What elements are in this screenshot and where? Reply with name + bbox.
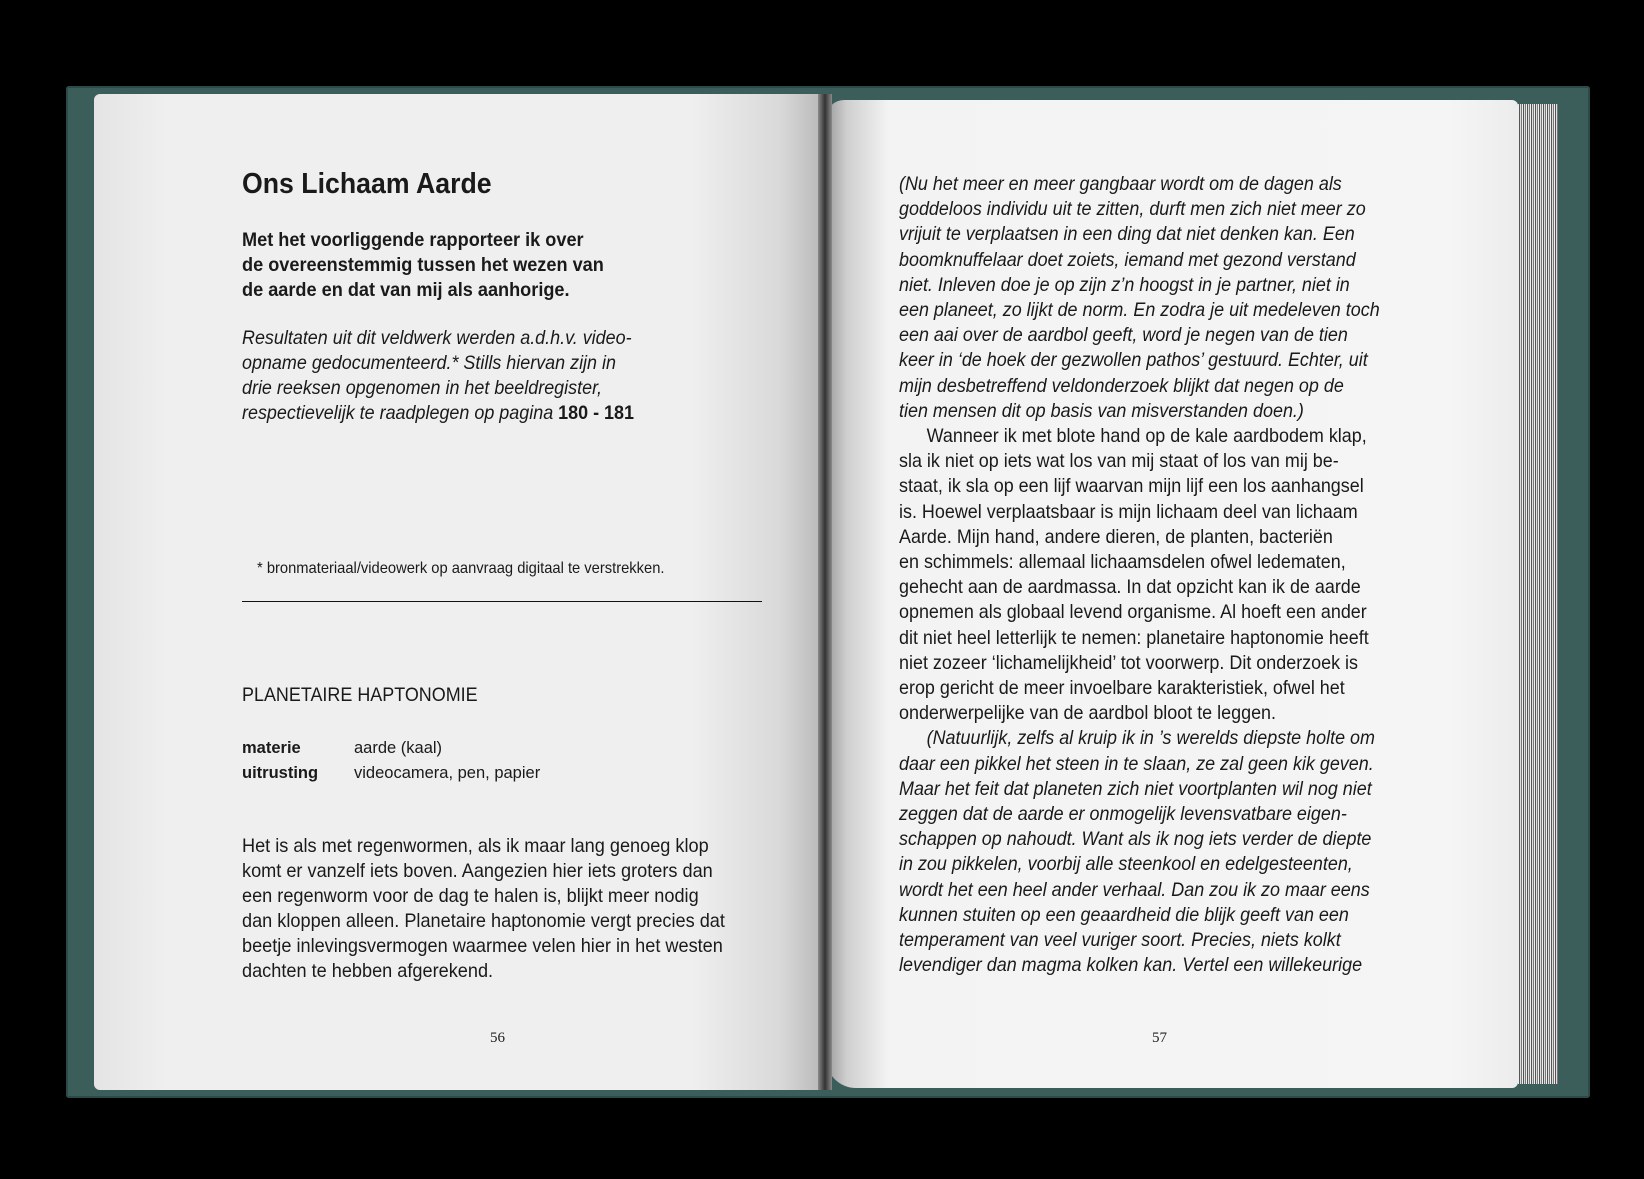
text-line: sla ik niet op iets wat los van mij staat of los van mij be-: [899, 450, 1339, 473]
page-number-right: 57: [1152, 1030, 1167, 1046]
intro-line: de overeenstemmig tussen het wezen van: [242, 254, 604, 276]
text-line: dan kloppen alleen. Planetaire haptonomie vergt precies dat: [242, 910, 725, 932]
text-line: opnemen als globaal levend organisme. Al hoeft een ander: [899, 601, 1367, 624]
text-line: keer in ‘de hoek der gezwollen pathos’ gestuurd. Echter, uit: [899, 349, 1368, 372]
right-body-text: [899, 172, 1380, 979]
metadata-label: materie: [242, 739, 301, 757]
text-line: komt er vanzelf iets boven. Aangezien hier iets groters dan: [242, 860, 713, 882]
chapter-title: Ons Lichaam Aarde: [242, 168, 492, 200]
text-line: Het is als met regenwormen, als ik maar lang genoeg klop: [242, 835, 709, 857]
metadata-row: [242, 736, 540, 761]
text-line: boomknuffelaar doet zoiets, iemand met gezond verstand: [899, 248, 1356, 271]
metadata-value: aarde (kaal): [354, 739, 443, 757]
text-line: in zou pikkelen, voorbij alle steenkool en edelgesteenten,: [899, 853, 1353, 876]
text-line: temperament van veel vuriger soort. Precies, niets kolkt: [899, 929, 1341, 952]
text-line: een planeet, zo lijkt de norm. En zodra je uit medeleven toch: [899, 299, 1380, 322]
text-line: vrijuit te verplaatsen in een ding dat niet denken kan. Een: [899, 223, 1355, 246]
note-page-reference: 180 - 181: [558, 402, 634, 424]
text-line: (Nu het meer en meer gangbaar wordt om de dagen als: [899, 173, 1342, 195]
text-line: onderwerpelijke van de aardbol bloot te leggen.: [899, 702, 1277, 725]
footnote: * bronmateriaal/videowerk op aanvraag digitaal te verstrekken.: [257, 560, 665, 577]
note-line: [242, 401, 634, 426]
text-line: goddeloos individu uit te zitten, durft men zich niet meer zo: [899, 198, 1366, 221]
text-line: dit niet heel letterlijk te nemen: planetaire haptonomie heeft: [899, 626, 1369, 649]
text-line: staat, ik sla op een lijf waarvan mijn lijf een los aanhangsel: [899, 475, 1364, 498]
text-line: dachten te hebben afgerekend.: [242, 960, 494, 982]
metadata-row: [242, 761, 540, 786]
text-line: Maar het feit dat planeten zich niet voortplanten wil nog niet: [899, 777, 1372, 800]
page-edges: [1512, 104, 1558, 1084]
text-line: mijn desbetreffend veldonderzoek blijkt dat negen op de: [899, 374, 1344, 397]
left-body-text: [242, 834, 725, 984]
text-line: levendiger dan magma kolken kan. Vertel een willekeurige: [899, 954, 1363, 977]
text-line: en schimmels: allemaal lichaamsdelen ofwel ledematen,: [899, 551, 1346, 574]
text-line: is. Hoewel verplaatsbaar is mijn lichaam deel van lichaam: [899, 500, 1358, 523]
metadata-list: [242, 736, 540, 786]
text-line: wordt het een heel ander verhaal. Dan zou ik zo maar eens: [899, 878, 1370, 901]
metadata-label: uitrusting: [242, 764, 319, 782]
text-line: Aarde. Mijn hand, andere dieren, de planten, bacteriën: [899, 525, 1333, 548]
text-line: kunnen stuiten op een geaardheid die blijk geeft van een: [899, 903, 1349, 926]
divider-rule: [242, 601, 762, 602]
page-number-left: 56: [490, 1030, 505, 1046]
intro-paragraph: [242, 228, 633, 303]
text-line: Wanneer ik met blote hand op de kale aardbodem klap,: [926, 425, 1367, 448]
intro-line: de aarde en dat van mij als aanhorige.: [242, 279, 570, 301]
text-line: tien mensen dit op basis van misverstanden doen.): [899, 399, 1304, 422]
text-line: schappen op nahoudt. Want als ik nog iets verder de diepte: [899, 828, 1372, 851]
note-line: drie reeksen opgenomen in het beeldregister,: [242, 377, 603, 399]
text-line: niet. Inleven doe je op zijn z’n hoogst in je partner, niet in: [899, 273, 1350, 296]
text-line: een aai over de aardbol geeft, word je negen van de tien: [899, 324, 1348, 347]
text-line: zeggen dat de aarde er onmogelijk levensvatbare eigen-: [899, 803, 1347, 826]
text-line: erop gericht de meer invoelbare karakteristiek, ofwel het: [899, 677, 1345, 700]
text-line: gehecht aan de aardmassa. In dat opzicht kan ik de aarde: [899, 576, 1361, 599]
text-line: daar een pikkel het steen in te slaan, ze zal geen kik geven.: [899, 752, 1374, 775]
book-gutter: [818, 94, 832, 1090]
text-line: beetje inlevingsvermogen waarmee velen hier in het westen: [242, 935, 723, 957]
text-line: niet zozeer ‘lichamelijkheid’ tot voorwerp. Dit onderzoek is: [899, 651, 1359, 674]
note-line: opname gedocumenteerd.* Stills hiervan zijn in: [242, 352, 616, 374]
section-title: PLANETAIRE HAPTONOMIE: [242, 684, 478, 706]
note-paragraph: [242, 326, 634, 426]
note-line-text: respectievelijk te raadplegen op pagina: [242, 402, 554, 424]
metadata-value: videocamera, pen, papier: [354, 764, 541, 782]
text-line: een regenworm voor de dag te halen is, blijkt meer nodig: [242, 885, 699, 907]
note-line: Resultaten uit dit veldwerk werden a.d.h.v. video-: [242, 327, 632, 349]
text-line: (Natuurlijk, zelfs al kruip ik in ’s werelds diepste holte om: [926, 727, 1375, 750]
intro-line: Met het voorliggende rapporteer ik over: [242, 229, 584, 251]
